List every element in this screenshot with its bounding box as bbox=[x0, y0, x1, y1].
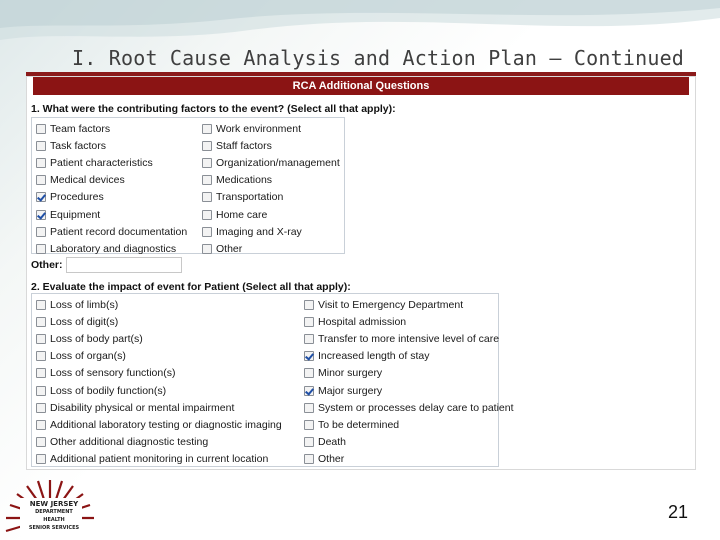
checkbox-unchecked[interactable] bbox=[36, 334, 46, 344]
checkbox-unchecked[interactable] bbox=[36, 351, 46, 361]
checkbox-option[interactable] bbox=[304, 434, 514, 451]
checkbox-option[interactable] bbox=[304, 382, 514, 399]
checkbox-unchecked[interactable] bbox=[36, 420, 46, 430]
checkbox-unchecked[interactable] bbox=[36, 368, 46, 378]
checkbox-unchecked[interactable] bbox=[304, 420, 314, 430]
patient-impact-column-1 bbox=[36, 296, 282, 468]
form-header: RCA Additional Questions bbox=[33, 77, 689, 95]
checkbox-label: Medical devices bbox=[50, 174, 125, 187]
checkbox-label: Team factors bbox=[50, 122, 111, 135]
checkbox-option[interactable] bbox=[304, 365, 514, 382]
checkbox-option[interactable] bbox=[36, 189, 187, 206]
checkbox-option[interactable] bbox=[36, 365, 282, 382]
logo-line-1: NEW JERSEY bbox=[29, 500, 79, 508]
checkbox-label: Death bbox=[318, 436, 347, 449]
checkbox-option[interactable] bbox=[304, 313, 514, 330]
checkbox-unchecked[interactable] bbox=[304, 403, 314, 413]
checkbox-unchecked[interactable] bbox=[304, 437, 314, 447]
patient-impact-column-2 bbox=[304, 296, 514, 468]
contributing-factors-column-2 bbox=[202, 120, 340, 258]
checkbox-option[interactable] bbox=[36, 330, 282, 347]
checkbox-label: Staff factors bbox=[216, 139, 272, 152]
checkbox-unchecked[interactable] bbox=[304, 300, 314, 310]
checkbox-option[interactable] bbox=[36, 154, 187, 171]
checkbox-unchecked[interactable] bbox=[304, 317, 314, 327]
checkbox-option[interactable] bbox=[304, 330, 514, 347]
checkbox-label: Loss of limb(s) bbox=[50, 298, 119, 311]
checkbox-option[interactable] bbox=[36, 434, 282, 451]
checkbox-option[interactable] bbox=[36, 137, 187, 154]
other-factor-input[interactable] bbox=[66, 257, 182, 273]
contributing-factors-checkbox-group bbox=[31, 117, 345, 254]
checkbox-label: System or processes delay care to patient bbox=[318, 401, 514, 414]
checkbox-label: Home care bbox=[216, 208, 268, 221]
checkbox-label: Other bbox=[318, 453, 345, 466]
checkbox-unchecked[interactable] bbox=[36, 317, 46, 327]
checkbox-label: Other additional diagnostic testing bbox=[50, 436, 209, 449]
checkbox-option[interactable] bbox=[36, 313, 282, 330]
logo-line-2: DEPARTMENT bbox=[35, 509, 73, 515]
checkbox-unchecked[interactable] bbox=[36, 454, 46, 464]
checkbox-label: Loss of digit(s) bbox=[50, 315, 119, 328]
checkbox-unchecked[interactable] bbox=[202, 124, 212, 134]
checkbox-label: Additional laboratory testing or diagnostic imaging bbox=[50, 418, 282, 431]
checkbox-checked[interactable] bbox=[304, 351, 314, 361]
checkbox-unchecked[interactable] bbox=[36, 141, 46, 151]
checkbox-label: Work environment bbox=[216, 122, 302, 135]
checkbox-label: Medications bbox=[216, 174, 273, 187]
checkbox-unchecked[interactable] bbox=[202, 244, 212, 254]
checkbox-option[interactable] bbox=[202, 189, 340, 206]
checkbox-unchecked[interactable] bbox=[304, 368, 314, 378]
checkbox-option[interactable] bbox=[36, 223, 187, 240]
question-1-label: 1. What were the contributing factors to the event? (Select all that apply): bbox=[31, 103, 396, 115]
logo-line-4: SENIOR SERVICES bbox=[28, 525, 80, 531]
checkbox-option[interactable] bbox=[202, 206, 340, 223]
checkbox-unchecked[interactable] bbox=[304, 454, 314, 464]
checkbox-unchecked[interactable] bbox=[36, 403, 46, 413]
checkbox-label: Laboratory and diagnostics bbox=[50, 242, 177, 255]
checkbox-option[interactable] bbox=[202, 172, 340, 189]
checkbox-label: Major surgery bbox=[318, 384, 383, 397]
checkbox-checked[interactable] bbox=[304, 386, 314, 396]
checkbox-option[interactable] bbox=[36, 451, 282, 468]
checkbox-option[interactable] bbox=[304, 451, 514, 468]
checkbox-unchecked[interactable] bbox=[202, 158, 212, 168]
checkbox-unchecked[interactable] bbox=[304, 334, 314, 344]
checkbox-label: Equipment bbox=[50, 208, 101, 221]
checkbox-unchecked[interactable] bbox=[36, 124, 46, 134]
logo-text bbox=[22, 500, 86, 532]
checkbox-label: Imaging and X-ray bbox=[216, 225, 302, 238]
checkbox-unchecked[interactable] bbox=[36, 300, 46, 310]
checkbox-label: Minor surgery bbox=[318, 367, 383, 380]
checkbox-unchecked[interactable] bbox=[36, 227, 46, 237]
checkbox-option[interactable] bbox=[36, 206, 187, 223]
checkbox-label: Patient record documentation bbox=[50, 225, 188, 238]
checkbox-label: Disability physical or mental impairment bbox=[50, 401, 235, 414]
checkbox-label: Loss of bodily function(s) bbox=[50, 384, 167, 397]
checkbox-unchecked[interactable] bbox=[36, 386, 46, 396]
checkbox-label: Increased length of stay bbox=[318, 350, 430, 363]
checkbox-label: Additional patient monitoring in current location bbox=[50, 453, 269, 466]
checkbox-option[interactable] bbox=[202, 137, 340, 154]
checkbox-option[interactable] bbox=[36, 382, 282, 399]
slide-title: I. Root Cause Analysis and Action Plan – Continued bbox=[72, 46, 685, 70]
checkbox-option[interactable] bbox=[304, 348, 514, 365]
checkbox-label: Loss of organ(s) bbox=[50, 350, 126, 363]
rca-form-panel bbox=[26, 76, 696, 470]
checkbox-option[interactable] bbox=[202, 120, 340, 137]
other-factor-label: Other: bbox=[31, 259, 63, 271]
checkbox-label: Loss of body part(s) bbox=[50, 332, 143, 345]
checkbox-unchecked[interactable] bbox=[202, 192, 212, 202]
checkbox-option[interactable] bbox=[36, 399, 282, 416]
checkbox-checked[interactable] bbox=[36, 192, 46, 202]
checkbox-label: Other bbox=[216, 242, 243, 255]
checkbox-option[interactable] bbox=[202, 240, 340, 257]
checkbox-label: To be determined bbox=[318, 418, 400, 431]
checkbox-option[interactable] bbox=[202, 223, 340, 240]
checkbox-unchecked[interactable] bbox=[202, 175, 212, 185]
checkbox-label: Loss of sensory function(s) bbox=[50, 367, 176, 380]
checkbox-option[interactable] bbox=[36, 240, 187, 257]
checkbox-checked[interactable] bbox=[36, 210, 46, 220]
checkbox-label: Organization/management bbox=[216, 156, 340, 169]
checkbox-unchecked[interactable] bbox=[36, 244, 46, 254]
checkbox-option[interactable] bbox=[304, 416, 514, 433]
checkbox-option[interactable] bbox=[36, 172, 187, 189]
page-number: 21 bbox=[667, 502, 688, 522]
checkbox-label: Hospital admission bbox=[318, 315, 407, 328]
checkbox-option[interactable] bbox=[36, 416, 282, 433]
checkbox-unchecked[interactable] bbox=[202, 227, 212, 237]
checkbox-label: Patient characteristics bbox=[50, 156, 153, 169]
checkbox-unchecked[interactable] bbox=[36, 158, 46, 168]
other-factor-row bbox=[31, 257, 182, 273]
logo-line-3: HEALTH bbox=[43, 517, 65, 523]
checkbox-unchecked[interactable] bbox=[202, 141, 212, 151]
checkbox-label: Visit to Emergency Department bbox=[318, 298, 464, 311]
checkbox-label: Transportation bbox=[216, 191, 284, 204]
checkbox-option[interactable] bbox=[36, 296, 282, 313]
checkbox-unchecked[interactable] bbox=[36, 437, 46, 447]
checkbox-option[interactable] bbox=[202, 154, 340, 171]
checkbox-option[interactable] bbox=[36, 348, 282, 365]
checkbox-label: Task factors bbox=[50, 139, 107, 152]
patient-impact-checkbox-group bbox=[31, 293, 514, 467]
checkbox-option[interactable] bbox=[304, 296, 514, 313]
question-2-label: 2. Evaluate the impact of event for Patient (Select all that apply): bbox=[31, 281, 351, 293]
checkbox-option[interactable] bbox=[304, 399, 514, 416]
contributing-factors-column-1 bbox=[36, 120, 187, 258]
checkbox-label: Procedures bbox=[50, 191, 104, 204]
checkbox-unchecked[interactable] bbox=[36, 175, 46, 185]
checkbox-option[interactable] bbox=[36, 120, 187, 137]
checkbox-label: Transfer to more intensive level of care bbox=[318, 332, 500, 345]
checkbox-unchecked[interactable] bbox=[202, 210, 212, 220]
